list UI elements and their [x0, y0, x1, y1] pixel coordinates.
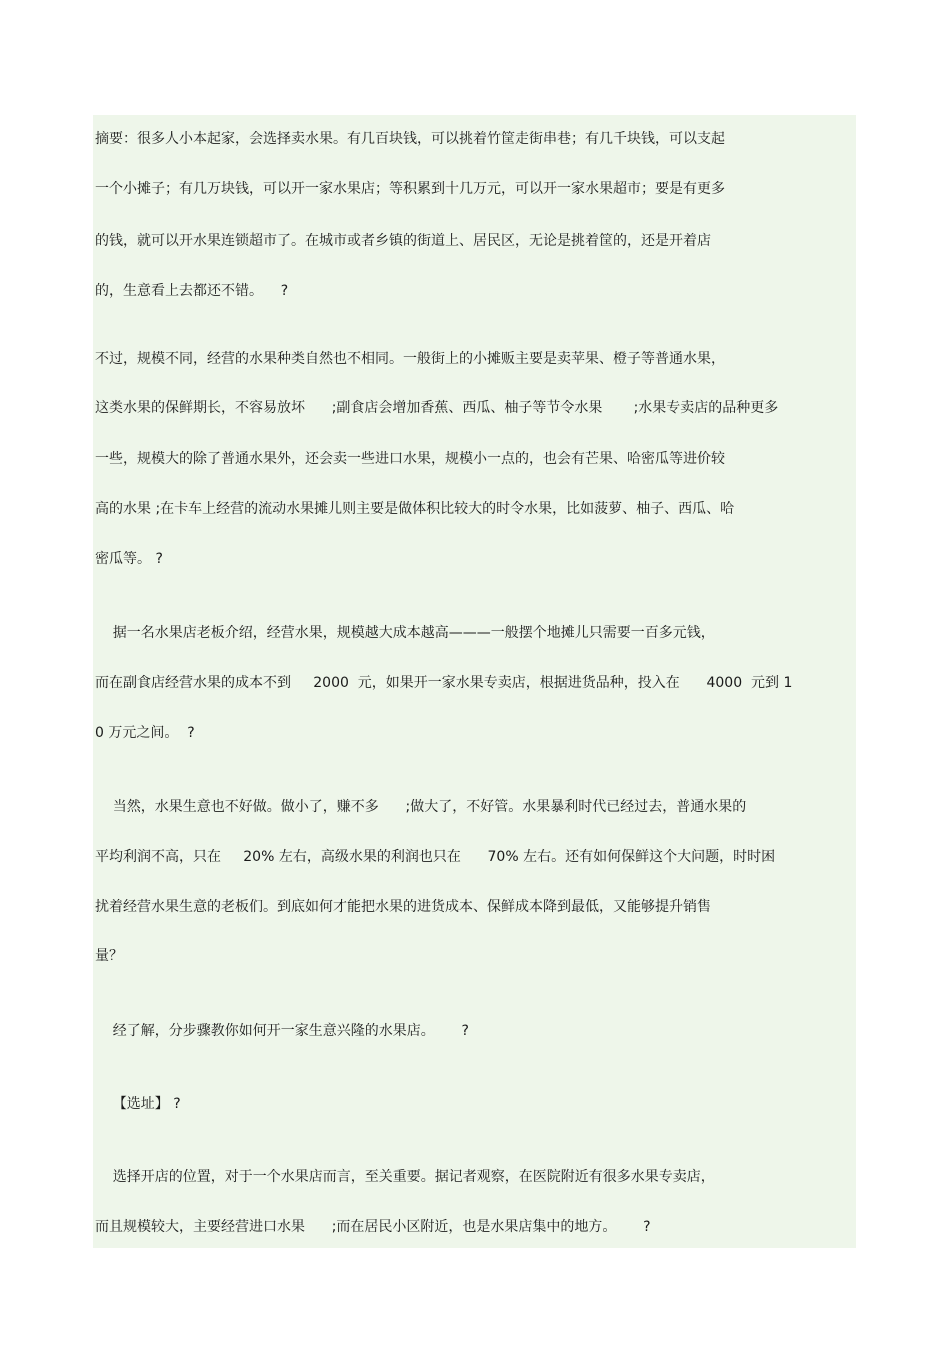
text-line: 据一名水果店老板介绍，经营水果，规模越大成本越高———一般摆个地摊儿只需要一百多元钱，: [95, 625, 715, 641]
text-line: 而且规模较大，主要经营进口水果 ;而在居民小区附近，也是水果店集中的地方。 ?: [95, 1219, 651, 1235]
text-line: 经了解，分步骤教你如何开一家生意兴隆的水果店。 ?: [95, 1023, 469, 1039]
text-line: 一个小摊子；有几万块钱，可以开一家水果店；等积累到十几万元，可以开一家水果超市；要是有更多: [95, 181, 725, 197]
text-line: 选择开店的位置，对于一个水果店而言，至关重要。据记者观察，在医院附近有很多水果专卖店，: [95, 1169, 715, 1185]
text-line: 量？: [95, 948, 123, 964]
text-line: 的钱，就可以开水果连锁超市了。在城市或者乡镇的街道上、居民区，无论是挑着筐的，还是开着店: [95, 233, 711, 249]
text-line: 一些，规模大的除了普通水果外，还会卖一些进口水果，规模小一点的，也会有芒果、哈密瓜等进价较: [95, 451, 725, 467]
text-line: 高的水果 ;在卡车上经营的流动水果摊儿则主要是做体积比较大的时令水果，比如菠萝、柚子、西瓜、哈: [95, 501, 735, 517]
text-line: 密瓜等。 ?: [95, 551, 163, 567]
text-line: 当然，水果生意也不好做。做小了，赚不多 ;做大了，不好管。水果暴利时代已经过去，普通水果的: [95, 799, 747, 815]
text-line: 0 万元之间。 ?: [95, 725, 195, 741]
text-line: 而在副食店经营水果的成本不到 2000 元，如果开一家水果专卖店，根据进货品种，投入在 4000 元到 1: [95, 675, 793, 691]
text-line: 摘要：很多人小本起家，会选择卖水果。有几百块钱，可以挑着竹筐走街串巷；有几千块钱，可以支起: [95, 131, 725, 147]
text-line: 扰着经营水果生意的老板们。到底如何才能把水果的进货成本、保鲜成本降到最低，又能够提升销售: [95, 899, 711, 915]
section-heading: 【选址】 ?: [95, 1096, 181, 1112]
text-line: 这类水果的保鲜期长，不容易放坏 ;副食店会增加香蕉、西瓜、柚子等节令水果 ;水果专卖店的品种更多: [95, 400, 779, 416]
text-line: 不过，规模不同，经营的水果种类自然也不相同。一般街上的小摊贩主要是卖苹果、橙子等普通水果，: [95, 351, 725, 367]
text-line: 平均利润不高，只在 20% 左右，高级水果的利润也只在 70% 左右。还有如何保鲜这个大问题，时时困: [95, 849, 776, 865]
text-line: 的，生意看上去都还不错。 ?: [95, 283, 289, 299]
